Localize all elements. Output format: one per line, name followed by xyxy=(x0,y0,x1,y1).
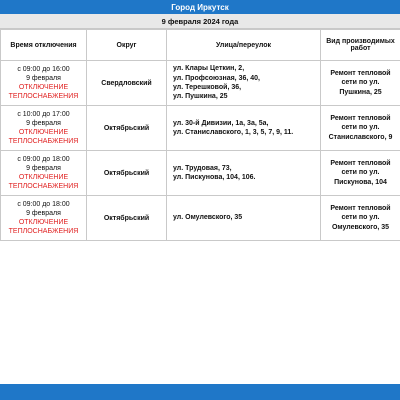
work-description: сети по ул. xyxy=(341,169,380,177)
outage-alert-text: ТЕПЛОСНАБЖЕНИЯ xyxy=(8,228,79,236)
work-description: Ремонт тепловой xyxy=(330,70,391,78)
work-description: сети по ул. xyxy=(341,124,380,132)
column-header-time: Время отключения xyxy=(1,30,87,61)
district-cell: Октябрьский xyxy=(87,106,167,151)
streets-cell xyxy=(167,151,321,196)
work-description: Станиславского, 9 xyxy=(328,133,393,141)
table-row xyxy=(1,61,400,106)
work-description: Ремонт тепловой xyxy=(330,160,391,168)
district-cell: Октябрьский xyxy=(87,151,167,196)
table-header-row xyxy=(1,30,400,61)
outage-time: с 09:00 до 18:00 xyxy=(17,200,70,208)
table-row xyxy=(1,151,400,196)
district-cell: Свердловский xyxy=(87,61,167,106)
streets-cell xyxy=(167,196,321,241)
outage-day: 9 февраля xyxy=(26,164,61,172)
outage-day: 9 февраля xyxy=(26,74,61,82)
table-row xyxy=(1,196,400,241)
outage-alert-text: ТЕПЛОСНАБЖЕНИЯ xyxy=(8,138,79,146)
work-description: Пискунова, 104 xyxy=(334,178,387,186)
streets-cell xyxy=(167,61,321,106)
work-description: сети по ул. xyxy=(341,214,380,222)
street-address: ул. Клары Цеткин, 2, xyxy=(173,65,245,73)
city-title-bar xyxy=(0,0,400,14)
street-address: ул. Профсоюзная, 36, 40, xyxy=(173,74,260,82)
street-address: ул. Трудовая, 73, xyxy=(173,164,232,172)
column-header-district: Округ xyxy=(87,30,167,61)
work-type-cell xyxy=(321,106,400,151)
outage-alert-text: ОТКЛЮЧЕНИЕ xyxy=(18,219,69,226)
work-description: Омулевского, 35 xyxy=(331,223,390,231)
work-description: Пушкина, 25 xyxy=(339,88,382,96)
work-description: Ремонт тепловой xyxy=(330,115,391,123)
street-address: ул. Станиславского, 1, 3, 5, 7, 9, 11. xyxy=(173,129,294,136)
outage-alert-text: ТЕПЛОСНАБЖЕНИЯ xyxy=(8,183,79,191)
street-address: ул. 30-й Дивизии, 1а, 3а, 5а, xyxy=(173,119,269,127)
outage-time: с 09:00 до 18:00 xyxy=(17,155,70,163)
outage-time-cell xyxy=(1,196,87,241)
date-bar xyxy=(0,14,400,29)
street-address: ул. Омулевского, 35 xyxy=(173,214,243,222)
outage-time: с 09:00 до 16:00 xyxy=(17,65,70,73)
table-row xyxy=(1,106,400,151)
outage-alert-text: ОТКЛЮЧЕНИЕ xyxy=(18,129,69,136)
outage-table xyxy=(0,29,400,241)
work-description: сети по ул. xyxy=(341,79,380,87)
outage-alert-text: ТЕПЛОСНАБЖЕНИЯ xyxy=(8,93,79,101)
outage-time-cell xyxy=(1,61,87,106)
city-title: Город Иркутск xyxy=(171,2,229,12)
outage-time-cell xyxy=(1,106,87,151)
outage-day: 9 февраля xyxy=(26,209,61,217)
work-description: Ремонт тепловой xyxy=(330,205,391,213)
work-type-cell xyxy=(321,196,400,241)
work-type-cell xyxy=(321,151,400,196)
street-address: ул. Пушкина, 25 xyxy=(173,93,228,101)
work-type-cell xyxy=(321,61,400,106)
date-title: 9 февраля 2024 года xyxy=(161,16,239,26)
streets-cell xyxy=(167,106,321,151)
outage-time: с 10:00 до 17:00 xyxy=(17,110,70,118)
outage-day: 9 февраля xyxy=(26,119,61,127)
column-header-street: Улица/переулок xyxy=(167,30,321,61)
column-header-work: Вид производимых работ xyxy=(321,30,400,61)
outage-alert-text: ОТКЛЮЧЕНИЕ xyxy=(18,174,69,181)
outage-alert-text: ОТКЛЮЧЕНИЕ xyxy=(18,84,69,91)
district-cell: Октябрьский xyxy=(87,196,167,241)
outage-time-cell xyxy=(1,151,87,196)
street-address: ул. Пискунова, 104, 106. xyxy=(173,174,256,181)
street-address: ул. Терешковой, 36, xyxy=(173,84,242,91)
footer-bar xyxy=(0,384,400,400)
